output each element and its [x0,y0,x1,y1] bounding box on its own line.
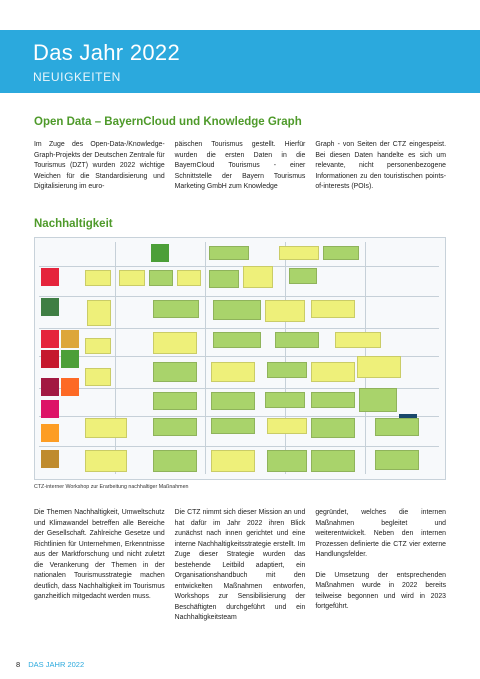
sticky-note [153,392,197,410]
sticky-note [375,450,419,470]
sticky-note [267,450,307,472]
sticky-note [211,392,255,410]
sustainability-heading: Nachhaltigkeit [34,218,113,230]
figure-caption: CTZ-interner Workshop zur Erarbeitung nachhaltiger Maßnahmen [34,484,189,490]
sdg-icon [151,244,169,262]
sustainability-col-1: Die Themen Nachhaltigkeit, Umweltschutz und Klimawandel betreffen alle Bereiche der Gesellschaft. Zahlreiche Gesetze und Richtlinien für Unternehmen, Erkenntnisse aus der Marktforschung und nicht zuletzt die Verankerung der Themen in der nationalen Tourismusstrategie machen deutlich, dass Nachhaltigkeit im Tourismus ganzheitlich mitgedacht werden muss. [34,509,165,600]
sticky-note [153,362,197,382]
footer-text: DAS JAHR 2022 [28,660,85,669]
sticky-note [153,300,199,318]
sticky-note [153,332,197,354]
sticky-note [85,368,111,386]
sustainability-col-3 [315,508,446,624]
sticky-note [311,392,355,408]
sticky-note [359,388,397,412]
sdg-icon [41,424,59,442]
sdg-icon [41,268,59,286]
sticky-note [279,246,319,260]
sticky-note [85,270,111,286]
page-footer [16,660,84,669]
sticky-note [209,246,249,260]
sticky-note [335,332,381,348]
open-data-col-1: Im Zuge des Open-Data-/Knowledge-Graph-Projekts der Deutschen Zentrale für Tourismus (DZT) wurden 2022 wichtige Weichen für die Standardisierung und Digitalisierung im euro- [34,141,165,190]
sticky-note [267,418,307,434]
grid-line [205,242,206,474]
open-data-col-3: Graph - von Seiten der CTZ eingespeist. Bei diesen Daten handelte es sich um relevante, nicht personenbezogene Informationen zu den touristischen points-of-interests (POIs). [315,141,447,190]
sustainability-col-3-para-1: gegründet, welches die internen Maßnahmen begleitet und weiterentwickelt. Neben den internen Prozessen definierte die CTZ vier externe Handlungsfelder. [315,509,447,558]
open-data-col-2: päischen Tourismus gestellt. Hierfür wurden die ersten Daten in die BayernCloud Tourismus - einer Schnittstelle der Bayern Tourismus Marketing GmbH zum Knowledge [174,141,306,190]
sticky-note [275,332,319,348]
sticky-note [85,338,111,354]
grid-line [115,242,116,474]
sticky-note [267,362,307,378]
sticky-note [311,450,355,472]
sustainability-columns [34,508,446,624]
sticky-note [213,300,261,320]
sdg-icon [41,330,59,348]
open-data-heading: Open Data – BayernCloud und Knowledge Graph [34,116,302,128]
page-number: 8 [16,660,21,669]
sticky-note [209,270,239,288]
sticky-note [265,392,305,408]
sdg-icon [61,350,79,368]
sdg-icon [41,450,59,468]
sticky-note [265,300,305,322]
sdg-icon [61,330,79,348]
page-title: Das Jahr 2022 [33,40,180,65]
sticky-note [323,246,359,260]
sticky-note [85,450,127,472]
sustainability-col-3-para-2: Die Umsetzung der entsprechenden Maßnahmen wurde in 2022 bereits teilweise begonnen und wird in 2023 fortgeführt. [315,571,447,610]
sticky-note [153,450,197,472]
sticky-note [243,266,273,288]
sticky-note [213,332,261,348]
sticky-note [177,270,201,286]
sdg-icon [41,350,59,368]
grid-line [39,266,439,267]
open-data-columns [34,140,446,193]
sticky-note [375,418,419,436]
sdg-icon [41,400,59,418]
sdg-icon [41,298,59,316]
header-banner [0,30,480,93]
grid-line [39,328,439,329]
workshop-photo [34,237,446,480]
sticky-note [211,450,255,472]
sticky-note [85,418,127,438]
sticky-note [311,418,355,438]
sdg-icon [61,378,79,396]
grid-line [39,446,439,447]
sticky-note [311,362,355,382]
sticky-note [211,362,255,382]
sticky-note [119,270,145,286]
sticky-note [211,418,255,434]
sticky-note [289,268,317,284]
sticky-note [357,356,401,378]
grid-line [39,296,439,297]
sticky-note [149,270,173,286]
sdg-icon [41,378,59,396]
sustainability-col-2: Die CTZ nimmt sich dieser Mission an und hat dafür im Jahr 2022 ihren Blick zunächst nach innen gerichtet und eine interne Nachhaltigkeitsstrategie erstellt. Im Zuge dieser Strategie wurden das bestehende Leitbild adaptiert, ein Organisationshandbuch mit den entwickelten Maßnahmen entworfen, Workshops zur Sensibilisierung der Beschäftigten durchgeführt und ein Nachhaltigkeitsteam [174,509,306,621]
grid-line [39,416,439,417]
grid-line [285,242,286,474]
sticky-note [87,300,111,326]
sticky-note [311,300,355,318]
page-subtitle: NEUIGKEITEN [33,70,121,84]
sticky-note [153,418,197,436]
